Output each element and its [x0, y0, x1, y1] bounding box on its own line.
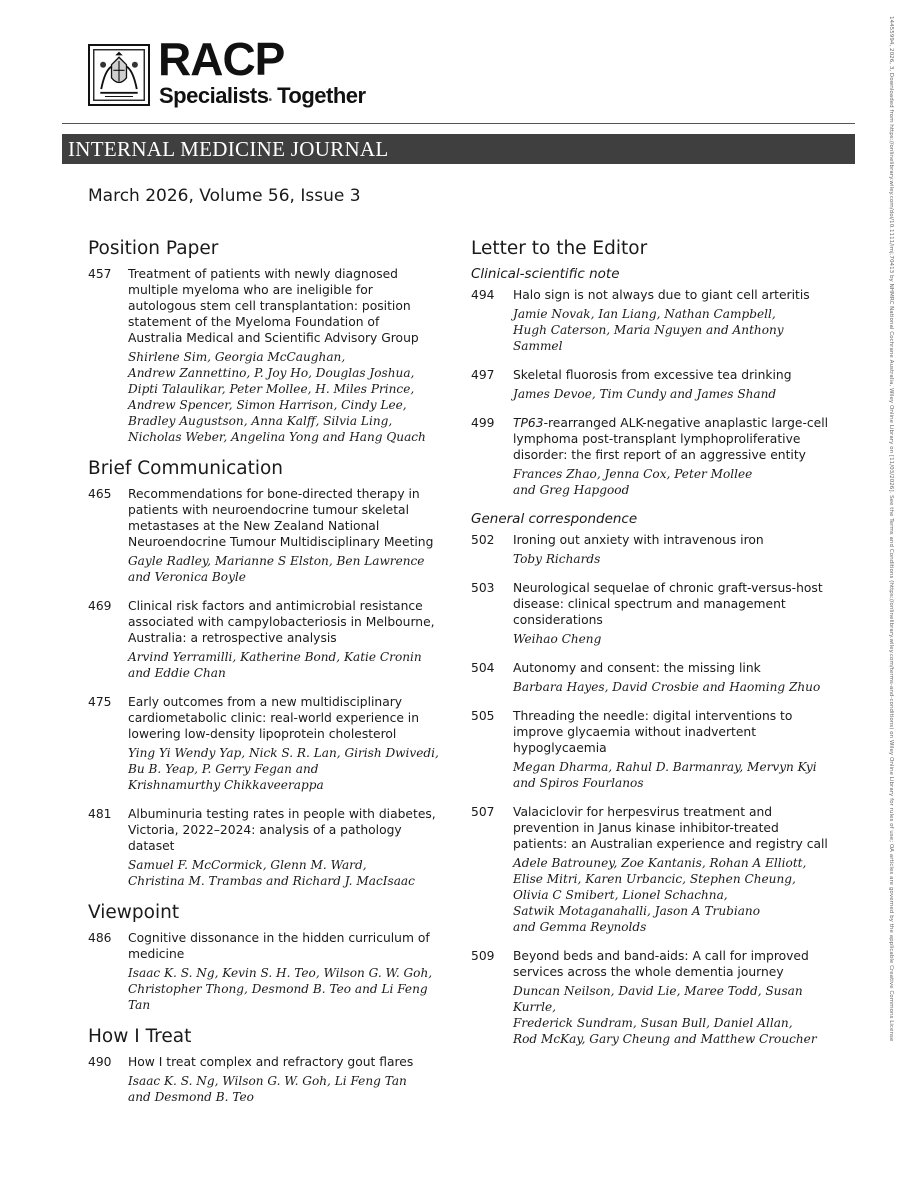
issue-line: March 2026, Volume 56, Issue 3: [88, 186, 361, 206]
title-text: Recommendations for bone-directed therapy in patients with neuroendocrine tumour skeletal metastases at the New Zealand National Neuroendocrine Tumour Multidisciplinary Meeting: [128, 487, 434, 549]
title-text: Autonomy and consent: the missing link: [513, 661, 761, 675]
article-title[interactable]: [513, 580, 831, 628]
page-number: 502: [471, 533, 495, 547]
download-notice: 14455994, 2026, 3, Downloaded from https://onlinelibrary.wiley.com/doi/10.1111/imj.70413 by NHMRC National Cochrane Australia, Wiley Online Library on [11/03/2026]. See the Terms and Conditions (https://onlinelibrary.wiley.com/terms-and-conditions) on Wiley Online Library for rules of use; OA articles are governed by the applicable Creative Commons License: [888, 16, 894, 1042]
logo-wordmark: RACP: [158, 33, 285, 85]
entry-body: [513, 532, 831, 567]
right-column: [471, 238, 831, 1060]
article-title[interactable]: [513, 708, 831, 756]
article-title[interactable]: [513, 415, 831, 463]
logo-tagline: [159, 85, 366, 107]
left-column: [88, 238, 448, 1118]
section-heading: Viewpoint: [88, 902, 180, 923]
page-number: 504: [471, 661, 495, 675]
page-number: 465: [88, 487, 112, 501]
article-authors: Arvind Yerramilli, Katherine Bond, Katie Cronin and Eddie Chan: [128, 650, 422, 680]
article-authors: Shirlene Sim, Georgia McCaughan, Andrew Zannettino, P. Joy Ho, Douglas Joshua, Dipti Talaulikar, Peter Mollee, H. Miles Prince, Andrew Spencer, Simon Harrison, Cindy Lee, Bradley Augustson, Anna Kalff, Silvia Ling, Nicholas Weber, Angelina Yong and Hang Quach: [128, 350, 426, 444]
article-authors: Megan Dharma, Rahul D. Barmanray, Mervyn Kyi and Spiros Fourlanos: [513, 760, 817, 790]
journal-banner: [62, 134, 855, 164]
article-authors: Isaac K. S. Ng, Wilson G. W. Goh, Li Feng Tan and Desmond B. Teo: [128, 1074, 407, 1104]
article-title[interactable]: [128, 266, 448, 346]
title-text: Treatment of patients with newly diagnosed multiple myeloma who are ineligible for autologous stem cell transplantation: position statement of the Myeloma Foundation of Australia Medical and Scientific Advisory Group: [128, 267, 419, 345]
toc-entry[interactable]: [88, 694, 448, 793]
entry-body: [128, 806, 448, 889]
article-title[interactable]: [128, 598, 448, 646]
subsection-heading: General correspondence: [471, 511, 638, 527]
toc-entry[interactable]: [471, 415, 831, 498]
title-text: Skeletal fluorosis from excessive tea drinking: [513, 368, 792, 382]
toc-entry[interactable]: [471, 287, 831, 354]
toc-entry[interactable]: [471, 580, 831, 647]
page-number: 490: [88, 1055, 112, 1069]
article-authors: Weihao Cheng: [513, 632, 602, 646]
page-number: 503: [471, 581, 495, 595]
title-text: Beyond beds and band-aids: A call for improved services across the whole dementia journey: [513, 949, 809, 979]
page-number: 494: [471, 288, 495, 302]
entry-body: [513, 287, 831, 354]
article-title[interactable]: [513, 367, 831, 383]
toc-entry[interactable]: [471, 948, 831, 1047]
tagline-dot: •: [268, 95, 272, 106]
article-authors: Gayle Radley, Marianne S Elston, Ben Lawrence and Veronica Boyle: [128, 554, 425, 584]
toc-entry[interactable]: [88, 930, 448, 1013]
entry-body: [513, 708, 831, 791]
entry-body: [513, 415, 831, 498]
page-number: 497: [471, 368, 495, 382]
toc-entry[interactable]: [88, 806, 448, 889]
article-authors: Frances Zhao, Jenna Cox, Peter Mollee and Greg Hapgood: [513, 467, 753, 497]
article-title[interactable]: [128, 930, 448, 962]
section-heading: Position Paper: [88, 238, 219, 259]
toc-entry[interactable]: [471, 367, 831, 402]
tagline-part-a: Specialists: [159, 83, 269, 108]
toc-entry[interactable]: [471, 532, 831, 567]
article-title[interactable]: [128, 806, 448, 854]
entry-body: [128, 266, 448, 445]
title-text: Early outcomes from a new multidisciplinary cardiometabolic clinic: real-world experience in lowering low-density lipoprotein cholesterol: [128, 695, 420, 741]
title-text: Neurological sequelae of chronic graft-versus-host disease: clinical spectrum and management considerations: [513, 581, 823, 627]
title-text: -rearranged ALK-negative anaplastic large-cell lymphoma post-transplant lymphoproliferative disorder: the first report of an aggressive entity: [513, 416, 829, 462]
section-heading: How I Treat: [88, 1026, 192, 1047]
toc-entry[interactable]: [88, 266, 448, 445]
toc-entry[interactable]: [471, 660, 831, 695]
toc-entry[interactable]: [88, 598, 448, 681]
article-authors: Toby Richards: [513, 552, 601, 566]
section-heading: Brief Communication: [88, 458, 284, 479]
title-text: Threading the needle: digital interventions to improve glycaemia without inadvertent hypoglycaemia: [513, 709, 793, 755]
page-number: 499: [471, 416, 495, 430]
racp-logo: [88, 33, 428, 112]
entry-body: [128, 486, 448, 585]
entry-body: [513, 660, 831, 695]
entry-body: [128, 598, 448, 681]
article-title[interactable]: [513, 804, 831, 852]
toc-entry[interactable]: [88, 1054, 448, 1105]
article-authors: Ying Yi Wendy Yap, Nick S. R. Lan, Girish Dwivedi, Bu B. Yeap, P. Gerry Fegan and Krishnamurthy Chikkaveerappa: [128, 746, 439, 792]
article-title[interactable]: [128, 486, 448, 550]
article-title[interactable]: [513, 532, 831, 548]
subsection-heading: Clinical-scientific note: [471, 266, 620, 282]
page-number: 509: [471, 949, 495, 963]
page-number: 507: [471, 805, 495, 819]
section-heading: Letter to the Editor: [471, 238, 648, 259]
title-text: Clinical risk factors and antimicrobial resistance associated with campylobacteriosis in Melbourne, Australia: a retrospective analysis: [128, 599, 435, 645]
entry-body: [513, 948, 831, 1047]
article-title[interactable]: [128, 1054, 448, 1070]
entry-body: [128, 930, 448, 1013]
title-text: Albuminuria testing rates in people with diabetes, Victoria, 2022–2024: analysis of a pathology dataset: [128, 807, 436, 853]
title-text: How I treat complex and refractory gout flares: [128, 1055, 414, 1069]
page-number: 475: [88, 695, 112, 709]
title-text: Ironing out anxiety with intravenous iron: [513, 533, 764, 547]
page-number: 505: [471, 709, 495, 723]
article-title[interactable]: [128, 694, 448, 742]
tagline-part-b: Together: [271, 83, 366, 108]
page-number: 486: [88, 931, 112, 945]
title-text: Cognitive dissonance in the hidden curriculum of medicine: [128, 931, 430, 961]
article-title[interactable]: [513, 948, 831, 980]
article-title[interactable]: [513, 660, 831, 676]
article-authors: Barbara Hayes, David Crosbie and Haoming Zhuo: [513, 680, 821, 694]
gene-name: TP63: [513, 416, 544, 430]
article-authors: Isaac K. S. Ng, Kevin S. H. Teo, Wilson G. W. Goh, Christopher Thong, Desmond B. Teo and Li Feng Tan: [128, 966, 433, 1012]
entry-body: [128, 1054, 448, 1105]
entry-body: [128, 694, 448, 793]
header-rule: [62, 123, 855, 124]
article-authors: James Devoe, Tim Cundy and James Shand: [513, 387, 777, 401]
article-authors: Jamie Novak, Ian Liang, Nathan Campbell, Hugh Caterson, Maria Nguyen and Anthony Sammel: [513, 307, 784, 353]
title-text: Halo sign is not always due to giant cell arteritis: [513, 288, 810, 302]
article-authors: Samuel F. McCormick, Glenn M. Ward, Christina M. Trambas and Richard J. MacIsaac: [128, 858, 415, 888]
article-authors: Duncan Neilson, David Lie, Maree Todd, Susan Kurrle, Frederick Sundram, Susan Bull, Daniel Allan, Rod McKay, Gary Cheung and Matthew Croucher: [513, 984, 817, 1046]
page-number: 457: [88, 267, 112, 281]
journal-title: INTERNAL MEDICINE JOURNAL: [68, 137, 389, 161]
article-title[interactable]: [513, 287, 831, 303]
coat-of-arms-icon: [88, 44, 150, 106]
toc-entry[interactable]: [88, 486, 448, 585]
toc-entry[interactable]: [471, 804, 831, 935]
page-number: 481: [88, 807, 112, 821]
page-number: 469: [88, 599, 112, 613]
entry-body: [513, 804, 831, 935]
entry-body: [513, 580, 831, 647]
toc-entry[interactable]: [471, 708, 831, 791]
article-authors: Adele Batrouney, Zoe Kantanis, Rohan A Elliott, Elise Mitri, Karen Urbancic, Stephen Cheung, Olivia C Smibert, Lionel Schachna, Satwik Motaganahalli, Jason A Trubiano and Gemma Reynolds: [513, 856, 807, 934]
entry-body: [513, 367, 831, 402]
title-text: Valaciclovir for herpesvirus treatment and prevention in Janus kinase inhibitor-treated patients: an Australian experience and registry call: [513, 805, 828, 851]
